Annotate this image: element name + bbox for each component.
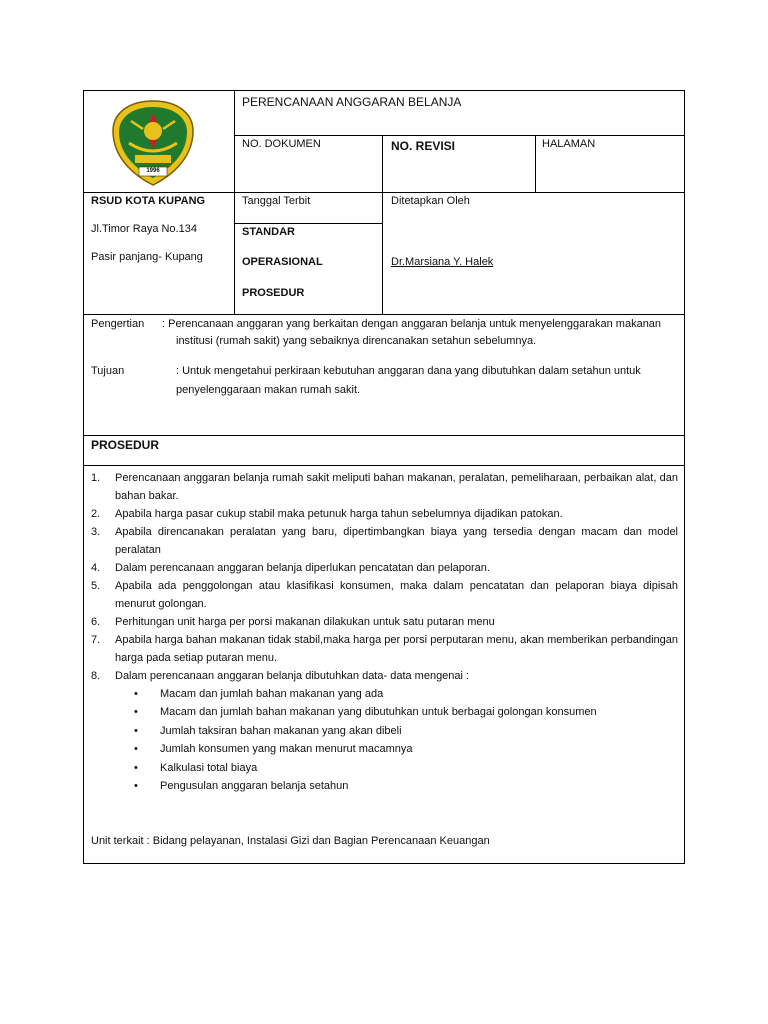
procedure-item xyxy=(84,559,684,577)
procedure-item-number: 4. xyxy=(91,562,101,574)
page-title: PERENCANAAN ANGGARAN BELANJA xyxy=(242,95,462,109)
tanggal-terbit-label: Tanggal Terbit xyxy=(242,195,311,207)
procedure-item-number: 5. xyxy=(91,580,101,592)
divider xyxy=(84,192,684,193)
procedure-item-text: Apabila harga bahan makanan tidak stabil,maka harga per porsi perputaran menu, akan memberikan perbandingan harga pada setiap putaran menu. xyxy=(115,634,678,664)
bullet-dot-icon: • xyxy=(134,761,138,774)
procedure-item-number: 1. xyxy=(91,472,101,484)
bullet-text: Jumlah taksiran bahan makanan yang akan dibeli xyxy=(160,724,402,737)
bullet-text: Kalkulasi total biaya xyxy=(160,761,258,774)
sop-label-prosedur: PROSEDUR xyxy=(242,287,305,299)
sop-document xyxy=(83,90,685,864)
procedure-item-number: 8. xyxy=(91,670,101,682)
no-dokumen-label: NO. DOKUMEN xyxy=(242,138,321,150)
bullet-dot-icon: • xyxy=(134,724,138,737)
tujuan-text: : Untuk mengetahui perkiraan kebutuhan anggaran dana yang dibutuhkan dalam setahun untuk xyxy=(176,365,641,377)
address-line: Jl.Timor Raya No.134 xyxy=(91,223,197,235)
tujuan-label: Tujuan xyxy=(91,365,125,377)
bullet-text: Jumlah konsumen yang makan menurut macamnya xyxy=(160,743,413,756)
procedure-item-text: Dalam perencanaan anggaran belanja diperlukan pencatatan dan pelaporan. xyxy=(115,562,490,574)
bullet-text: Pengusulan anggaran belanja setahun xyxy=(160,780,349,792)
bullet-item xyxy=(84,685,684,703)
procedure-item xyxy=(84,613,684,631)
procedure-item xyxy=(84,505,684,523)
bullet-dot-icon: • xyxy=(134,780,138,792)
procedure-item-text: Apabila ada penggolongan atau klasifikasi konsumen, maka dalam pencatatan dan pelaporan biaya dipisah menurut golongan. xyxy=(115,580,678,610)
procedure-item xyxy=(84,667,684,685)
divider xyxy=(84,435,684,436)
bullet-text: Macam dan jumlah bahan makanan yang dibutuhkan untuk berbagai golongan konsumen xyxy=(160,706,597,719)
procedure-item xyxy=(84,469,684,505)
procedure-item-number: 2. xyxy=(91,508,101,520)
bullet-item xyxy=(84,722,684,740)
divider xyxy=(234,135,684,136)
bullet-dot-icon: • xyxy=(134,706,138,719)
procedure-item xyxy=(84,577,684,613)
address-line: Pasir panjang- Kupang xyxy=(91,251,203,263)
bullet-item xyxy=(84,740,684,758)
sop-label-operasional: OPERASIONAL xyxy=(242,256,323,268)
procedure-item-number: 7. xyxy=(91,634,101,646)
sop-label-standar: STANDAR xyxy=(242,226,295,238)
halaman-label: HALAMAN xyxy=(542,138,596,150)
procedure-item-number: 3. xyxy=(91,526,101,538)
logo-year: 1996 xyxy=(146,168,160,174)
procedure-item-text: Perencanaan anggaran belanja rumah sakit meliputi bahan makanan, peralatan, pemeliharaan, perbaikan alat, dan bahan bakar. xyxy=(115,472,678,502)
procedure-item xyxy=(84,523,684,559)
no-revisi-label: NO. REVISI xyxy=(391,139,456,153)
hospital-name: RSUD KOTA KUPANG xyxy=(91,195,206,207)
procedure-item-number: 6. xyxy=(91,616,101,628)
bullet-item xyxy=(84,759,684,777)
bullet-item xyxy=(84,703,684,721)
bullet-text: Macam dan jumlah bahan makanan yang ada xyxy=(160,688,384,700)
divider xyxy=(382,135,383,314)
procedure-item-text: Apabila harga pasar cukup stabil maka petunuk harga tahun sebelumnya dijadikan patokan. xyxy=(115,508,563,520)
pengertian-text: : Perencanaan anggaran yang berkaitan dengan anggaran belanja untuk menyelenggarakan makanan xyxy=(162,318,662,330)
bullet-dot-icon: • xyxy=(134,688,138,700)
divider xyxy=(84,314,684,315)
bullet-dot-icon: • xyxy=(134,743,138,756)
ditetapkan-label: Ditetapkan Oleh xyxy=(391,195,470,207)
divider xyxy=(84,465,684,466)
divider xyxy=(234,223,382,224)
unit-terkait: Unit terkait : Bidang pelayanan, Instalasi Gizi dan Bagian Perencanaan Keuangan xyxy=(91,835,490,847)
pengertian-text: institusi (rumah sakit) yang sebaiknya direncanakan setahun sebelumnya. xyxy=(176,335,537,347)
bullet-item xyxy=(84,777,684,795)
section-heading: PROSEDUR xyxy=(91,438,160,452)
tujuan-text: penyelenggaraan makan rumah sakit. xyxy=(176,384,361,396)
procedure-item-text: Apabila direncanakan peralatan yang baru, dipertimbangkan biaya yang tersedia dengan macam dan model peralatan xyxy=(115,526,678,556)
procedure-item xyxy=(84,631,684,667)
procedure-item-text: Perhitungan unit harga per porsi makanan dilakukan untuk satu putaran menu xyxy=(115,616,495,628)
divider xyxy=(234,91,235,314)
divider xyxy=(535,135,536,192)
pengertian-label: Pengertian xyxy=(91,318,145,330)
procedure-item-text: Dalam perencanaan anggaran belanja dibutuhkan data- data mengenai : xyxy=(115,670,470,682)
signatory-name: Dr.Marsiana Y. Halek xyxy=(391,256,494,268)
hospital-logo xyxy=(109,99,197,187)
